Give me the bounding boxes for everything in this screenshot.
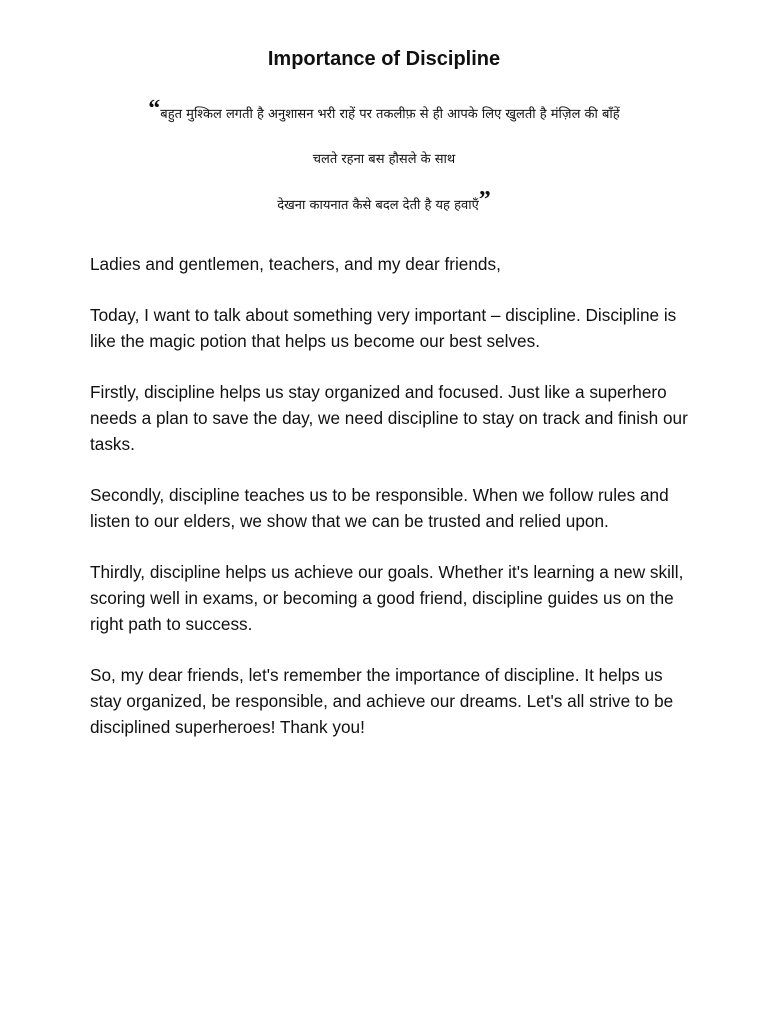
paragraph-conclusion: So, my dear friends, let's remember the importance of discipline. It helps us stay organized, be responsible, and achieve our dreams. Let's all strive to be disciplined superheroes! Thank you! <box>90 665 674 737</box>
paragraph-greeting: Ladies and gentlemen, teachers, and my dear friends, <box>90 254 501 274</box>
quote-line-2: चलते रहना बस हौसले के साथ <box>312 152 456 167</box>
speech-body <box>90 252 690 766</box>
quote-line-1 <box>0 96 768 125</box>
paragraph-firstly: Firstly, discipline helps us stay organized and focused. Just like a superhero needs a plan to save the day, we need discipline to stay on track and finish our tasks. <box>90 382 688 454</box>
quote-line-3 <box>0 187 768 216</box>
quote-line-3-text: देखना कायनात कैसे बदल देती है यह हवाएँ <box>277 198 479 213</box>
page-title: Importance of Discipline <box>267 48 501 70</box>
paragraph-secondly: Secondly, discipline teaches us to be responsible. When we follow rules and listen to our elders, we show that we can be trusted and relied upon. <box>90 485 669 531</box>
close-quote-mark: ” <box>478 187 491 213</box>
open-quote-mark: “ <box>148 96 161 122</box>
paragraph-thirdly: Thirdly, discipline helps us achieve our goals. Whether it's learning a new skill, scoring well in exams, or becoming a good friend, discipline guides us on the right path to success. <box>90 562 684 634</box>
paragraph-intro: Today, I want to talk about something very important – discipline. Discipline is like the magic potion that helps us become our best selves. <box>90 305 677 352</box>
quote-line-1-text: बहुत मुश्किल लगती है अनुशासन भरी राहें पर तकलीफ़ से ही आपके लिए खुलती है मंज़िल की बाँहें <box>160 107 620 122</box>
